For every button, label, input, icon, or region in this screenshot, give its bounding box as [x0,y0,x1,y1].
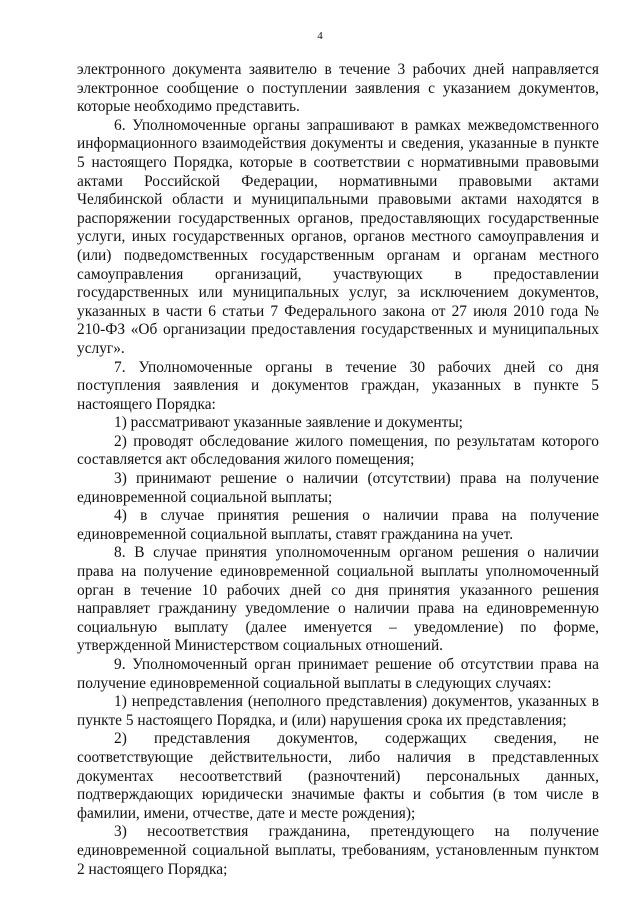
document-body [77,61,599,879]
paragraph-item-7-4: 4) в случае принятия решения о наличии права на получение единовременной социальной выплаты, ставят гражданина на учет. [77,507,599,543]
paragraph-item-7-3: 3) принимают решение о наличии (отсутствии) права на получение единовременной социальной выплаты; [77,470,599,506]
page-number: 4 [317,30,323,42]
paragraph-continuation: электронного документа заявителю в течение 3 рабочих дней направляется электронное сообщение о поступлении заявления с указанием документов, которые необходимо представить. [77,61,599,116]
paragraph-item-9-1: 1) непредставления (неполного представления) документов, указанных в пункте 5 настоящего Порядка, и (или) нарушения срока их представления; [77,693,599,729]
paragraph-item-9: 9. Уполномоченный орган принимает решение об отсутствии права на получение единовременной социальной выплаты в следующих случаях: [77,656,599,692]
paragraph-item-9-2: 2) представления документов, содержащих сведения, не соответствующие действительности, либо наличия в представленных документах несоответствий (разночтений) персональных данных, подтверждающих юридически значимые факты и события (в том числе в фамилии, имени, отчестве, дате и месте рождения); [77,730,599,822]
paragraph-item-7-1: 1) рассматривают указанные заявление и документы; [114,414,463,432]
paragraph-item-8: 8. В случае принятия уполномоченным органом решения о наличии права на получение единовременной социальной выплаты уполномоченный орган в течение 10 рабочих дней со дня принятия указанного решения направляет гражданину уведомление о наличии права на единовременную социальную выплату (далее именуется – уведомление) по форме, утвержденной Министерством социальных отношений. [77,544,599,655]
paragraph-item-7: 7. Уполномоченные органы в течение 30 рабочих дней со дня поступления заявления и документов граждан, указанных в пункте 5 настоящего Порядка: [77,358,599,413]
paragraph-item-7-2: 2) проводят обследование жилого помещения, по результатам которого составляется акт обследования жилого помещения; [77,432,599,469]
paragraph-item-9-3: 3) несоответствия гражданина, претендующего на получение единовременной социальной выплаты, требованиям, установленным пунктом 2 настоящего Порядка; [77,823,599,878]
paragraph-item-6: 6. Уполномоченные органы запрашивают в рамках межведомственного информационного взаимодействия документы и сведения, указанные в пункте 5 настоящего Порядка, которые в соответствии с нормативными правовыми актами Российской Федерации, нормативными правовыми актами Челябинской области и муниципальными правовыми актами находятся в распоряжении государственных органов, предоставляющих государственные услуги, иных государственных органов, органов местного самоуправления и (или) подведомственных государственным органам и органам местного самоуправления организаций, участвующих в предоставлении государственных или муниципальных услуг, за исключением документов, указанных в части 6 статьи 7 Федерального закона от 27 июля 2010 года № 210-ФЗ «Об организации предоставления государственных и муниципальных услуг». [77,116,599,357]
